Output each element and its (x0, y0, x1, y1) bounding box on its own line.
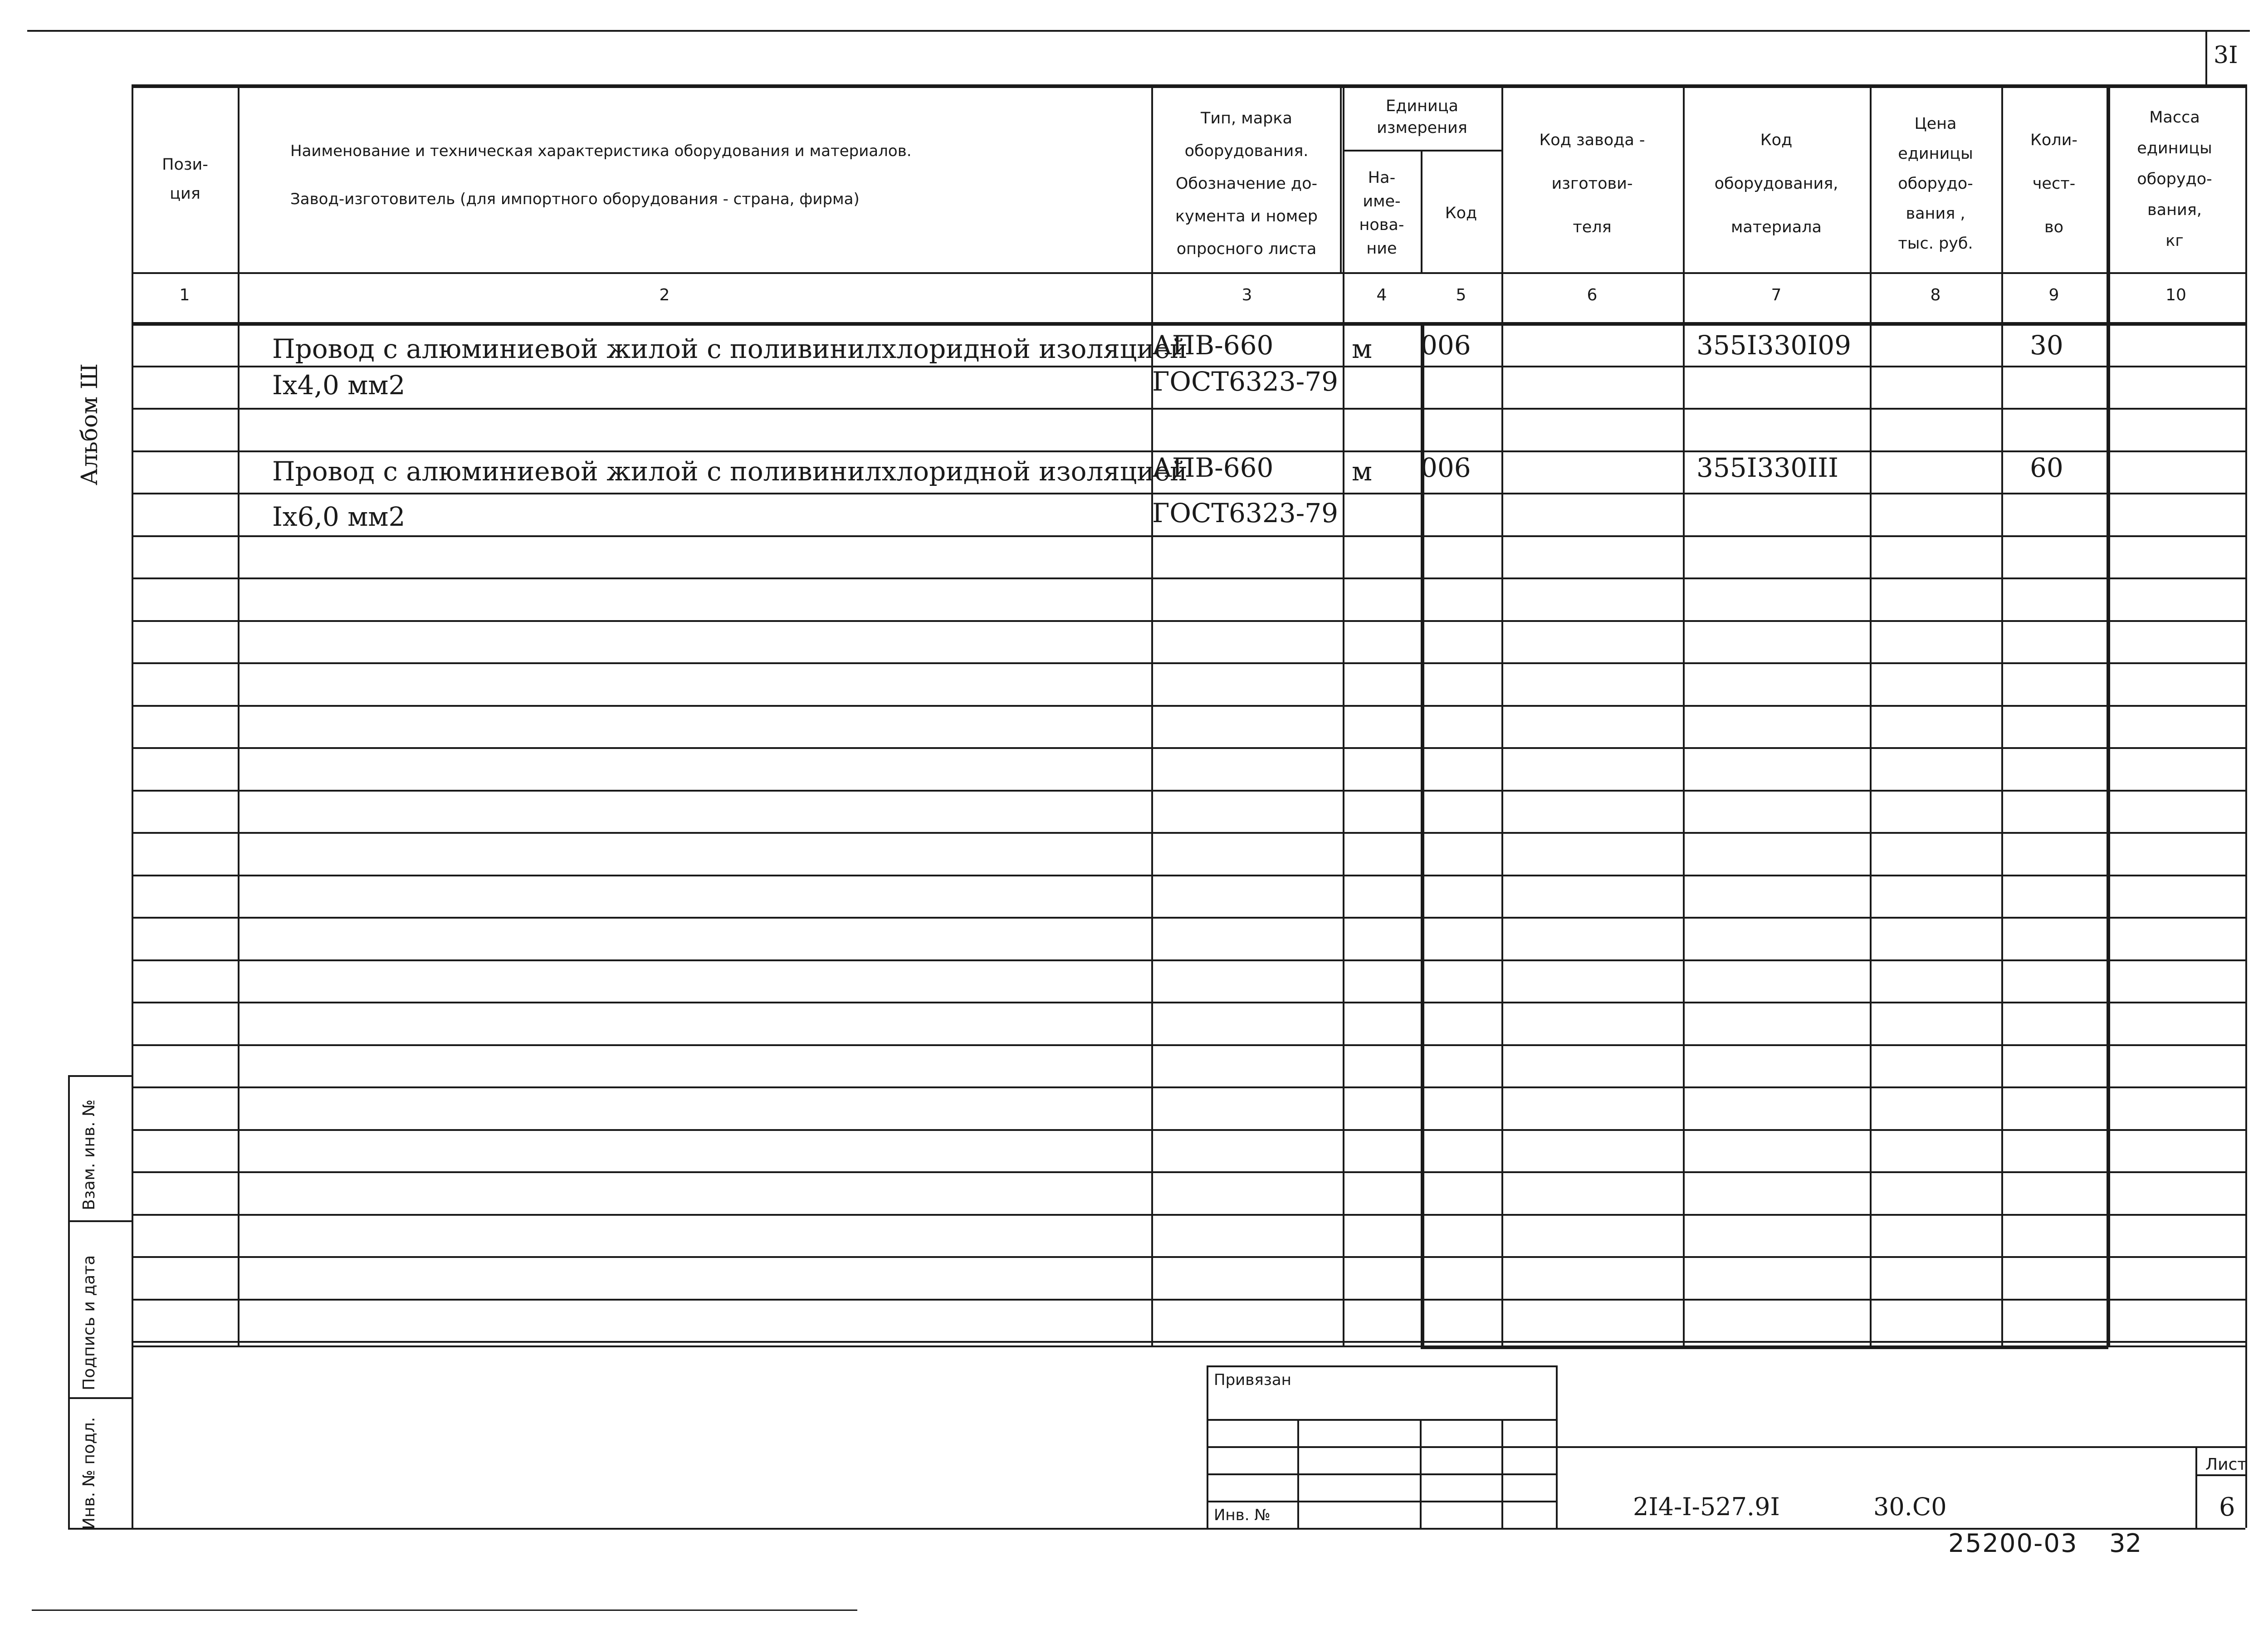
header-quantity: Коли- чест- во (2030, 131, 2077, 236)
footer-row-1 (1207, 1419, 1556, 1421)
row-type: ГОСТ6323-79 (1152, 366, 1339, 397)
stamp-top (68, 1075, 132, 1077)
block-bottom-border (1421, 1345, 2108, 1349)
header-unit-price: Цена единицы оборудо- вания , тыс. руб. (1898, 115, 1973, 253)
row-unit: м (1352, 456, 1373, 487)
row-name: Провод с алюминиевой жилой с поливинилхлоридной изоляцией (272, 456, 1188, 487)
row-divider (132, 959, 2245, 961)
row-divider (132, 1256, 2245, 1258)
header-unit-code: Код (1445, 204, 1477, 222)
footer-col-1 (1297, 1419, 1299, 1528)
document-suffix: 30.С0 (1873, 1492, 1947, 1521)
bound-label: Привязан (1214, 1371, 1291, 1389)
stamp-interchange-inv: Взам. инв. № (80, 1099, 98, 1210)
stamp-left-border (68, 1075, 70, 1529)
col-divider (1343, 84, 1344, 1345)
header-type: Тип, марка оборудования. Обозначение до- кумента и номер опросного листа (1175, 109, 1318, 258)
row-divider (132, 875, 2245, 876)
column-number: 4 (1376, 286, 1387, 304)
row-divider (132, 1002, 2245, 1003)
stamp-divider-1 (68, 1220, 132, 1222)
table-top-border (132, 84, 2245, 88)
row-divider (132, 577, 2245, 579)
row-divider (132, 1171, 2245, 1173)
row-divider (132, 1341, 2245, 1343)
album-label: Альбом Ш (76, 363, 103, 485)
footer-row-3 (1207, 1473, 1556, 1475)
row-type: АПВ-660 (1152, 452, 1274, 483)
header-position: Пози- ция (162, 156, 208, 203)
column-number: 5 (1456, 286, 1466, 304)
row-type: АПВ-660 (1152, 330, 1274, 361)
header-unit-name: На- име- нова- ние (1359, 169, 1404, 258)
row-equipment-code: 355I330III (1696, 452, 1839, 483)
row-quantity: 30 (2030, 330, 2063, 361)
header-name: Наименование и техническая характеристика оборудования и материалов. Завод-изготовитель (для импортного оборудования - страна, фирма) (290, 142, 912, 208)
number-row-bottom-border (132, 322, 2245, 326)
archive-page: 32 (2109, 1529, 2142, 1558)
header-manufacturer-code: Код завода - изготови- теля (1539, 131, 1645, 236)
header-unit-group: Единица измерения (1377, 97, 1467, 137)
footer-col-3 (1501, 1419, 1503, 1528)
row-unit: м (1352, 333, 1373, 364)
archive-number: 25200-03 (1948, 1529, 2078, 1558)
row-divider (132, 790, 2245, 792)
row-divider (132, 1086, 2245, 1088)
header-equipment-code: Код оборудования, материала (1714, 131, 1838, 236)
row-divider (132, 408, 2245, 410)
sheet-label: Лист (2205, 1455, 2247, 1474)
frame-right-bottom (2245, 1345, 2247, 1528)
col-divider (1501, 84, 1503, 1345)
document-code: 2I4-I-527.9I (1633, 1492, 1780, 1521)
row-quantity: 60 (2030, 452, 2063, 483)
stamp-right-border (132, 1075, 133, 1529)
row-name: Iх6,0 мм2 (272, 501, 406, 532)
row-divider (132, 832, 2245, 834)
sheet-box-left (2195, 1446, 2197, 1528)
column-number: 10 (2165, 286, 2186, 304)
row-divider (132, 1299, 2245, 1301)
footer-top (1207, 1365, 1556, 1367)
page-number: 3I (2214, 42, 2238, 69)
column-number: 3 (1242, 286, 1252, 304)
footer-row-2 (1207, 1446, 1556, 1448)
column-number: 2 (659, 286, 670, 304)
stamp-original-inv: Инв. № подл. (80, 1417, 98, 1530)
block-right-border (2107, 322, 2110, 1345)
col-divider (2001, 84, 2003, 1345)
col-divider (1151, 84, 1153, 1345)
column-number: 8 (1930, 286, 1941, 304)
sheet-number: 6 (2219, 1492, 2235, 1522)
title-row-line (1556, 1446, 2245, 1448)
footer-col-2 (1420, 1419, 1422, 1528)
col-divider (2245, 84, 2247, 1345)
column-number: 1 (179, 286, 190, 304)
row-divider (132, 493, 2245, 494)
row-divider (132, 535, 2245, 537)
inv-label: Инв. № (1214, 1506, 1271, 1524)
row-divider (132, 1214, 2245, 1216)
col-divider (1870, 84, 1872, 1345)
top-border-line (27, 30, 2250, 32)
sheet-label-divider (2195, 1474, 2245, 1476)
col-divider (1683, 84, 1685, 1345)
col-divider (238, 84, 240, 1345)
row-unit-code: 006 (1421, 330, 1471, 361)
row-divider (132, 1044, 2245, 1046)
row-divider (132, 620, 2245, 622)
page-number-box-left (2205, 30, 2207, 84)
row-divider (132, 662, 2245, 664)
row-equipment-code: 355I330I09 (1696, 330, 1852, 361)
row-divider (132, 705, 2245, 707)
footer-row-4 (1207, 1501, 1556, 1502)
row-divider (132, 917, 2245, 919)
unit-group-divider (1343, 150, 1501, 152)
header-unit-mass: Масса единицы оборудо- вания, кг (2137, 108, 2212, 250)
column-number: 6 (1587, 286, 1598, 304)
stamp-signature-date: Подпись и дата (80, 1255, 98, 1390)
row-type: ГОСТ6323-79 (1152, 498, 1339, 528)
row-name: Провод с алюминиевой жилой с поливинилхлоридной изоляцией (272, 333, 1188, 364)
column-number: 9 (2048, 286, 2059, 304)
frame-bottom (68, 1528, 2245, 1530)
bottom-edge-line (32, 1610, 857, 1611)
stamp-divider-2 (68, 1397, 132, 1399)
row-divider (132, 1129, 2245, 1131)
row-name: Iх4,0 мм2 (272, 370, 406, 401)
row-divider (132, 747, 2245, 749)
header-bottom-border (132, 272, 2245, 274)
column-number: 7 (1771, 286, 1782, 304)
row-unit-code: 006 (1421, 452, 1471, 483)
